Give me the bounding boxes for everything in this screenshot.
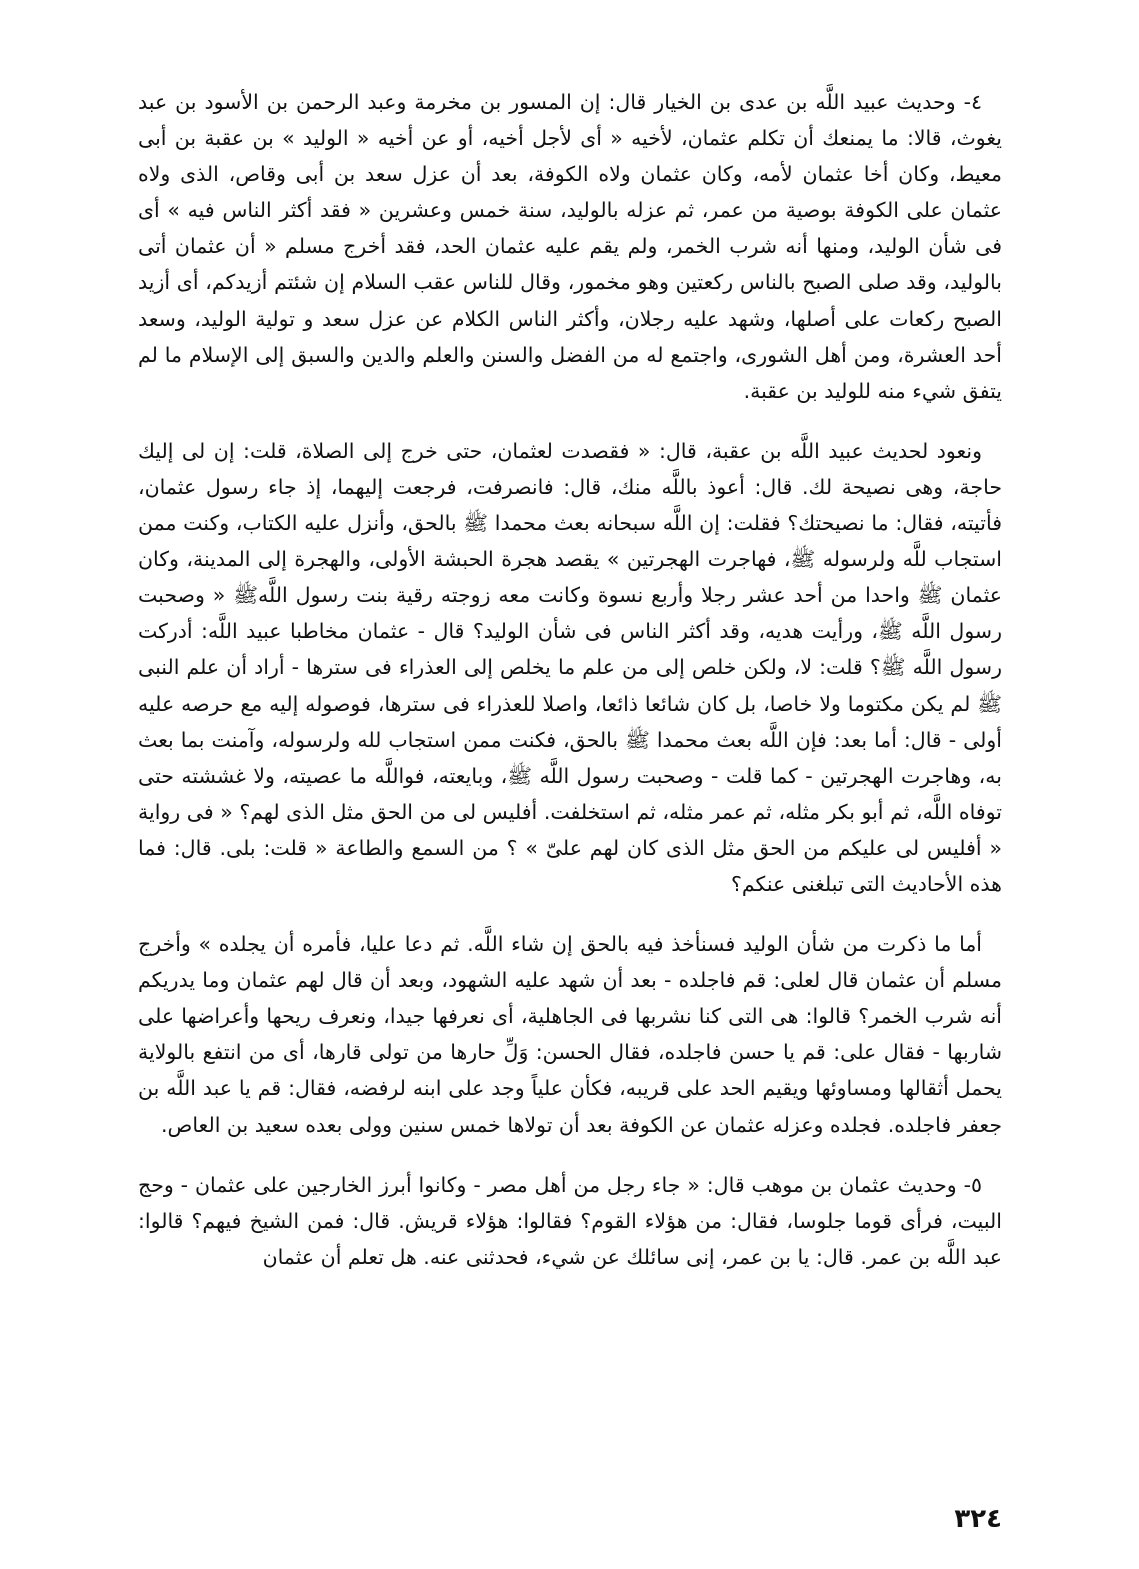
paragraph-ubaydullah-story: ونعود لحديث عبيد اللَّه بن عقبة، قال: « فقصدت لعثمان، حتى خرج إلى الصلاة، قلت: إن لى إليك حاجة، وهى نصيحة لك. قال: أعوذ باللَّه منك، قال: فانصرفت، فرجعت إليهما، إذ جاء رسول عثمان، فأتيته، فقال: ما نصيحتك؟ فقلت: إن اللَّه سبحانه بعث محمدا ﷺ بالحق، وأنزل عليه الكتاب، وكنت ممن استجاب للَّه ولرسوله ﷺ، فهاجرت الهجرتين » يقصد هجرة الحبشة الأولى، والهجرة إلى المدينة، وكان عثمان ﷺ واحدا من أحد عشر رجلا وأربع نسوة وكانت معه زوجته رقية بنت رسول اللَّهﷺ « وصحبت رسول اللَّه ﷺ، ورأيت هديه، وقد أكثر الناس فى شأن الوليد؟ قال - عثمان مخاطبا عبيد اللَّه: أدركت رسول اللَّه ﷺ؟ قلت: لا، ولكن خلص إلى من علم ما يخلص إلى العذراء فى سترها - أراد أن علم النبى ﷺ لم يكن مكتوما ولا خاصا، بل كان شائعا ذائعا، واصلا للعذراء فى سترها، فوصوله إليه مع حرصه عليه أولى - قال: أما بعد: فإن اللَّه بعث محمدا ﷺ بالحق، فكنت ممن استجاب لله ولرسوله، وآمنت بما بعث به، وهاجرت الهجرتين - كما قلت - وصحبت رسول اللَّه ﷺ، وبايعته، فواللَّه ما عصيته، ولا غششته حتى توفاه اللَّه، ثم أبو بكر مثله، ثم عمر مثله، ثم استخلفت. أفليس لى من الحق مثل الذى لهم؟ « فى رواية « أفليس لى عليكم من الحق مثل الذى كان لهم علىّ » ؟ من السمع والطاعة « قلت: بلى. قال: فما هذه الأحاديث التى تبلغنى عنكم؟ [138, 438, 1002, 896]
paragraph-hadith-5: ٥- وحديث عثمان بن موهب قال: « جاء رجل من أهل مصر - وكانوا أبرز الخارجين على عثمان - وحج البيت، فرأى قوما جلوسا، فقال: من هؤلاء القوم؟ فقالوا: هؤلاء قريش. قال: فمن الشيخ فيهم؟ قالوا: عبد اللَّه بن عمر. قال: يا بن عمر، إنى سائلك عن شيء، فحدثنى عنه. هل تعلم أن عثمان [138, 1172, 1002, 1269]
paragraph-walid-punishment: أما ما ذكرت من شأن الوليد فسنأخذ فيه بالحق إن شاء اللَّه. ثم دعا عليا، فأمره أن يجلده » وأخرج مسلم أن عثمان قال لعلى: قم فاجلده - بعد أن شهد عليه الشهود، وبعد أن قال لهم عثمان وما يدريكم أنه شرب الخمر؟ قالوا: هى التى كنا نشربها فى الجاهلية، أى نعرفها جيدا، ونعرف ريحها وأعراضها على شاربها - فقال على: قم يا حسن فاجلده، فقال الحسن: وَلِّ حارها من تولى قارها، أى من انتفع بالولاية يحمل أثقالها ومساوئها ويقيم الحد على قريبه، فكأن علياً وجد على ابنه لرفضه، فقال: قم يا عبد اللَّه بن جعفر فاجلده. فجلده وعزله عثمان عن الكوفة بعد أن تولاها خمس سنين وولى بعده سعيد بن العاص. [138, 932, 1002, 1137]
paragraph-hadith-4: ٤- وحديث عبيد اللَّه بن عدى بن الخيار قال: إن المسور بن مخرمة وعبد الرحمن بن الأسود بن عبد يغوث، قالا: ما يمنعك أن تكلم عثمان، لأخيه « أى لأجل أخيه، أو عن أخيه « الوليد » بن عقبة بن أبى معيط، وكان أخا عثمان لأمه، وكان عثمان ولاه الكوفة، بعد أن عزل سعد بن أبى وقاص، الذى ولاه عثمان على الكوفة بوصية من عمر، ثم عزله بالوليد، سنة خمس وعشرين « فقد أكثر الناس فيه » أى فى شأن الوليد، ومنها أنه شرب الخمر، ولم يقم عليه عثمان الحد، فقد أخرج مسلم « أن عثمان أتى بالوليد، وقد صلى الصبح بالناس ركعتين وهو مخمور، وقال للناس عقب السلام إن شئتم أزيدكم، أى أزيد الصبح ركعات على أصلها، وشهد عليه رجلان، وأكثر الناس الكلام عن عزل سعد و تولية الوليد، وسعد أحد العشرة، ومن أهل الشورى، واجتمع له من الفضل والسنن والعلم والدين والسبق إلى الإسلام ما لم يتفق شيء منه للوليد بن عقبة. [138, 90, 1002, 403]
page-number: ٣٢٤ [954, 1504, 1002, 1534]
document-page [138, 84, 1002, 1534]
